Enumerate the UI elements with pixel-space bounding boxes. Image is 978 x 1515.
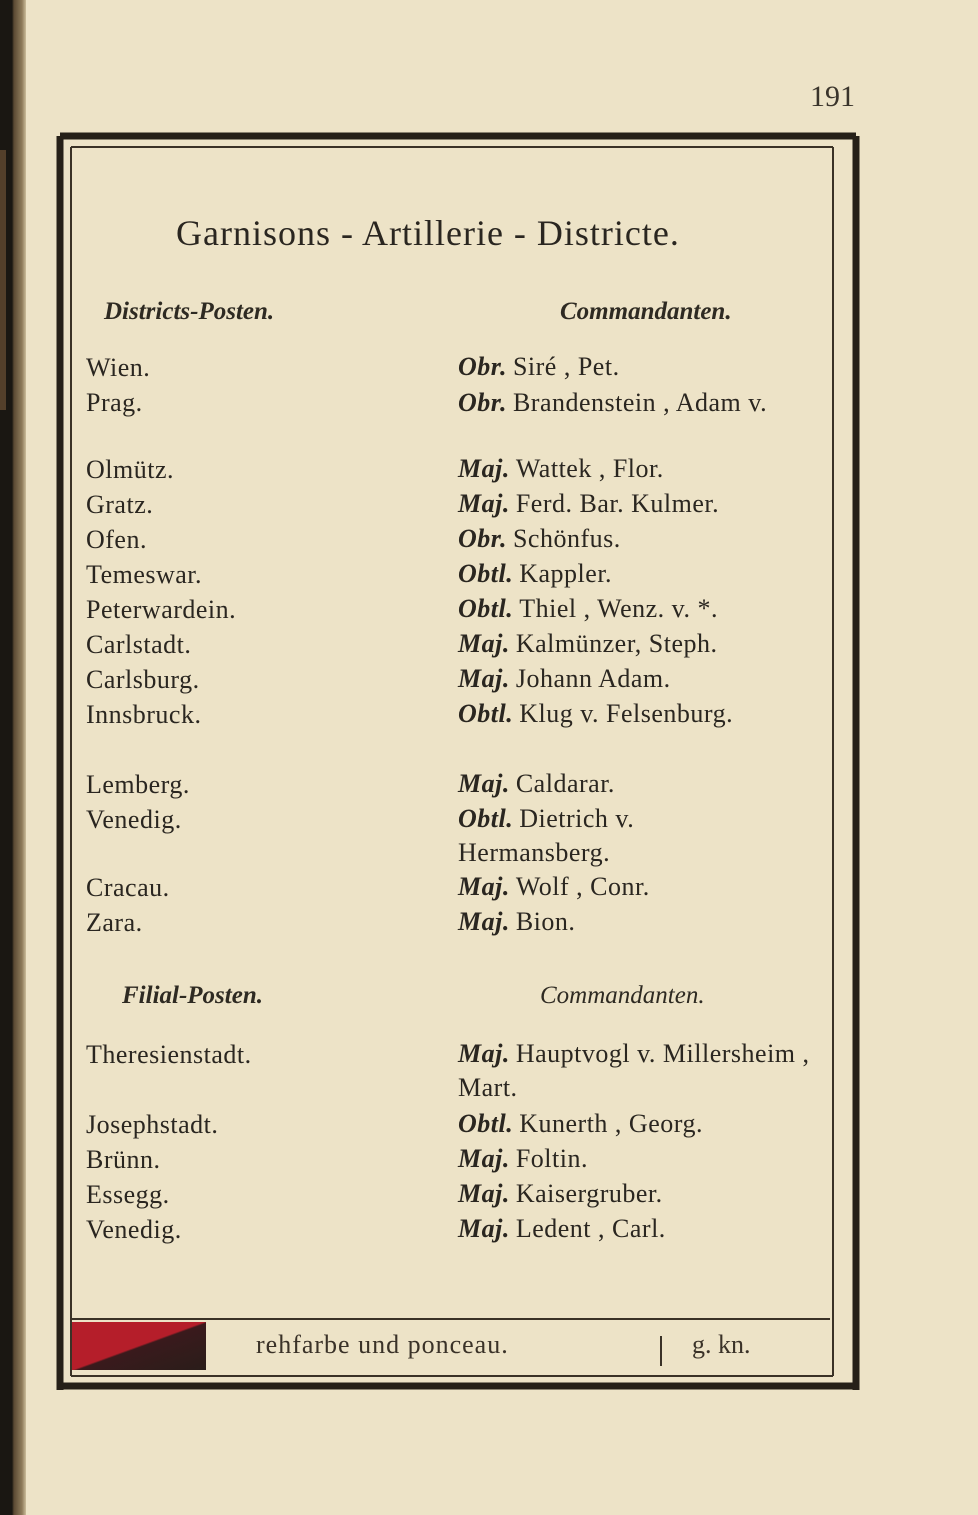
- filial-place: Brünn.: [86, 1145, 161, 1174]
- page-number: 191: [810, 80, 855, 113]
- commander-name: Schönfus.: [512, 524, 621, 553]
- district-place: Zara.: [86, 908, 143, 937]
- district-place: Temeswar.: [86, 560, 203, 589]
- district-place: Ofen.: [86, 525, 147, 554]
- rank: Obtl.: [458, 699, 514, 728]
- district-place: Lemberg.: [86, 770, 190, 799]
- page-title: Garnisons - Artillerie - Districte.: [176, 213, 680, 253]
- district-place: Venedig.: [86, 805, 182, 834]
- rank: Maj.: [458, 1214, 510, 1243]
- commander-name: Ferd. Bar. Kulmer.: [515, 489, 720, 518]
- commander-name: Kaisergruber.: [515, 1179, 663, 1208]
- commander-name: Siré , Pet.: [512, 352, 620, 381]
- commander-name: Bion.: [515, 907, 576, 936]
- rank: Maj.: [458, 907, 510, 936]
- filial-place: Venedig.: [86, 1215, 182, 1244]
- commander-name: Brandenstein , Adam v.: [512, 388, 768, 417]
- rank: Obr.: [458, 388, 507, 417]
- commander-name: Kappler.: [519, 559, 613, 588]
- commander-name: Wolf , Conr.: [515, 872, 650, 901]
- rank: Maj.: [458, 769, 510, 798]
- districts-col-left: Districts-Posten.: [104, 298, 275, 325]
- district-place: Prag.: [86, 388, 143, 417]
- filial-place: Josephstadt.: [86, 1110, 219, 1139]
- filial-col-right: Commandanten.: [540, 982, 705, 1009]
- district-place: Cracau.: [86, 873, 170, 902]
- rank: Maj.: [458, 1179, 510, 1208]
- district-place: Innsbruck.: [86, 700, 202, 729]
- footer-code: g. kn.: [692, 1330, 751, 1359]
- filial-place: Theresienstadt.: [86, 1040, 252, 1069]
- commander-name: Wattek , Flor.: [515, 454, 664, 483]
- rank: Obtl.: [458, 1109, 514, 1138]
- rank: Obr.: [458, 524, 507, 553]
- commander-name: Kalmünzer, Steph.: [515, 629, 718, 658]
- filial-col-left: Filial-Posten.: [122, 982, 263, 1009]
- commander-name: Thiel , Wenz. v. *.: [519, 594, 718, 623]
- rank: Obtl.: [458, 559, 514, 588]
- commander-name: Dietrich v. Hermansberg.: [458, 804, 635, 867]
- rank: Obtl.: [458, 804, 514, 833]
- district-place: Gratz.: [86, 490, 154, 519]
- rank: Obr.: [458, 352, 507, 381]
- rank: Maj.: [458, 872, 510, 901]
- commander-name: Caldarar.: [515, 769, 615, 798]
- district-place: Peterwardein.: [86, 595, 237, 624]
- rank: Obtl.: [458, 594, 514, 623]
- district-place: Carlstadt.: [86, 630, 192, 659]
- commander-name: Hauptvogl v. Millersheim , Mart.: [458, 1039, 810, 1102]
- rank: Maj.: [458, 489, 510, 518]
- district-place: Wien.: [86, 353, 151, 382]
- rank: Maj.: [458, 629, 510, 658]
- commander-name: Foltin.: [515, 1144, 588, 1173]
- districts-col-right: Commandanten.: [560, 298, 732, 325]
- rank: Maj.: [458, 1144, 510, 1173]
- filial-place: Essegg.: [86, 1180, 170, 1209]
- district-place: Olmütz.: [86, 455, 174, 484]
- rank: Maj.: [458, 454, 510, 483]
- footer-colors-text: rehfarbe und ponceau.: [256, 1330, 509, 1359]
- commander-name: Ledent , Carl.: [515, 1214, 666, 1243]
- rank: Maj.: [458, 664, 510, 693]
- commander-name: Kunerth , Georg.: [519, 1109, 703, 1138]
- commander-name: Johann Adam.: [515, 664, 671, 693]
- district-place: Carlsburg.: [86, 665, 200, 694]
- rank: Maj.: [458, 1039, 510, 1068]
- commander-name: Klug v. Felsenburg.: [519, 699, 734, 728]
